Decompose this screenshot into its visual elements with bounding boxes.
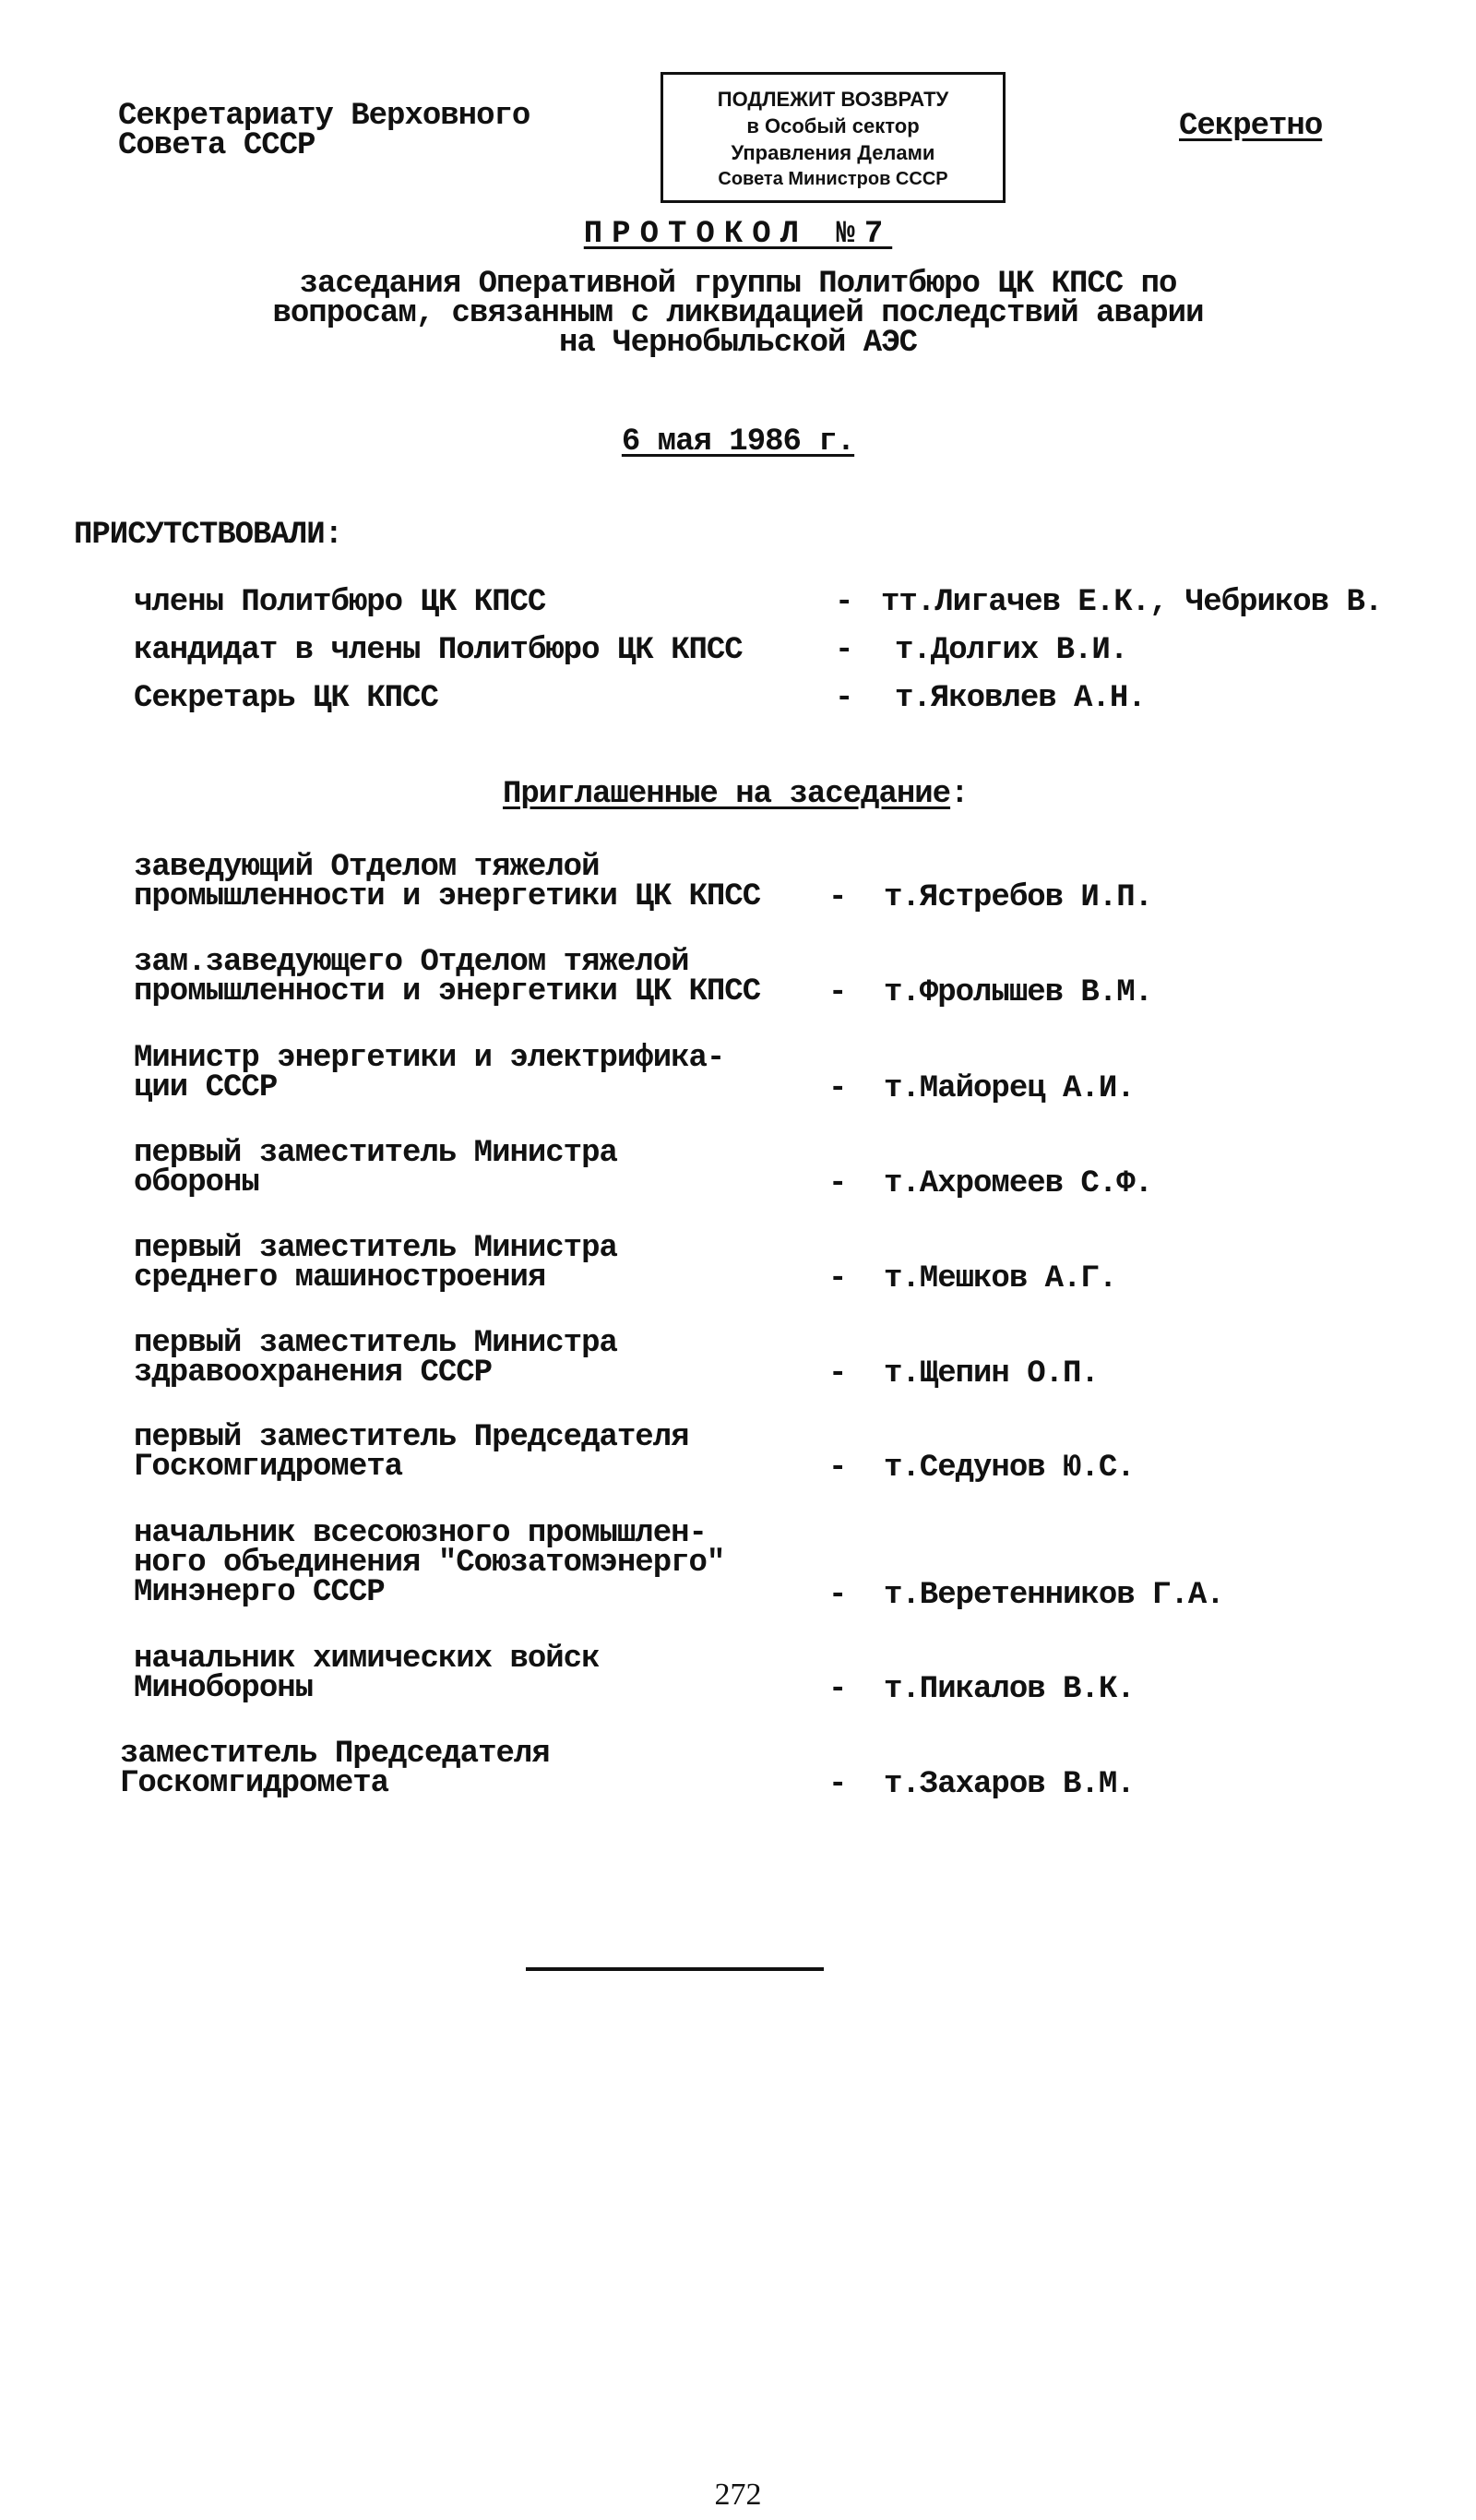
document-title-text: ПРОТОКОЛ №7 — [583, 217, 893, 252]
invited-name: т.Пикалов В.К. — [884, 1672, 1135, 1707]
invited-dash: - — [828, 1166, 847, 1201]
recipient-line: Совета СССР — [118, 128, 315, 163]
document-title — [0, 219, 1476, 250]
invited-dash: - — [828, 880, 847, 915]
invited-role-line: заместитель Председателя — [120, 1737, 550, 1772]
meeting-date-text: 6 мая 1986 г. — [621, 424, 855, 460]
invited-heading-colon: : — [950, 777, 969, 812]
present-role: члены Политбюро ЦК КПСС — [134, 585, 546, 620]
invited-role-line: первый заместитель Председателя — [134, 1420, 689, 1455]
invited-role-line: заведующий Отделом тяжелой — [134, 850, 600, 885]
present-role: Секретарь ЦК КПСС — [134, 681, 438, 716]
present-names: тт.Лигачев Е.К., Чебриков В. — [881, 585, 1383, 620]
invited-role-line: Минэнерго СССР — [134, 1575, 385, 1610]
invited-dash: - — [828, 1356, 847, 1391]
invited-role — [134, 1420, 689, 1485]
invited-name: т.Веретенников Г.А. — [884, 1578, 1224, 1613]
invited-role-line: промышленности и энергетики ЦК КПСС — [134, 974, 761, 1009]
meeting-date — [0, 426, 1476, 458]
present-names: т.Яковлев А.Н. — [895, 681, 1146, 716]
subtitle-line: вопросам, связанным с ликвидацией последствий аварии — [272, 296, 1204, 331]
subtitle-line: на Чернобыльской АЭС — [558, 326, 918, 361]
invited-dash: - — [828, 1672, 847, 1707]
stamp-line: Управления Делами — [731, 141, 935, 164]
invited-role-line: Министр энергетики и электрифика- — [134, 1041, 725, 1076]
invited-name: т.Захаров В.М. — [884, 1767, 1135, 1802]
invited-role-line: Минобороны — [134, 1671, 314, 1706]
invited-role-line: обороны — [134, 1165, 259, 1200]
invited-dash: - — [828, 1451, 847, 1486]
invited-heading-text: Приглашенные на заседание — [503, 777, 951, 812]
invited-role-line: первый заместитель Министра — [134, 1136, 617, 1171]
invited-role-line: первый заместитель Министра — [134, 1231, 617, 1266]
invited-role-line: среднего машиностроения — [134, 1260, 546, 1296]
classification-label: Секретно — [1179, 109, 1323, 144]
present-dash: - — [835, 585, 853, 620]
invited-role-line: первый заместитель Министра — [134, 1326, 617, 1361]
invited-dash: - — [828, 975, 847, 1010]
invited-dash: - — [828, 1578, 847, 1613]
invited-dash: - — [828, 1767, 847, 1802]
recipient-block — [118, 99, 598, 163]
present-role: кандидат в члены Политбюро ЦК КПСС — [134, 633, 743, 668]
invited-name: т.Мешков А.Г. — [884, 1261, 1117, 1296]
invited-heading — [503, 779, 969, 810]
invited-role-line: Госкомгидромета — [120, 1766, 389, 1801]
recipient-line: Секретариату Верховного — [118, 99, 530, 134]
stamp-line: в Особый сектор — [746, 114, 920, 137]
invited-name: т.Майорец А.И. — [884, 1071, 1135, 1106]
invited-role — [134, 1041, 725, 1105]
document-subtitle — [0, 267, 1476, 361]
invited-role-line: начальник всесоюзного промышлен- — [134, 1516, 707, 1551]
invited-role-line: ного объединения "Союзатомэнерго" — [134, 1546, 725, 1581]
invited-role-line: ции СССР — [134, 1070, 278, 1105]
invited-role — [134, 945, 761, 1009]
invited-role — [134, 1231, 617, 1296]
invited-role — [134, 1136, 617, 1200]
present-names: т.Долгих В.И. — [895, 633, 1128, 668]
stamp-line: Совета Министров СССР — [718, 169, 948, 189]
invited-role-line: Госкомгидромета — [134, 1450, 403, 1485]
invited-name: т.Ахромеев С.Ф. — [884, 1166, 1153, 1201]
invited-role — [134, 1642, 600, 1706]
present-heading: ПРИСУТСТВОВАЛИ: — [74, 518, 343, 553]
invited-name: т.Седунов Ю.С. — [884, 1451, 1135, 1486]
subtitle-line: заседания Оперативной группы Политбюро ЦК КПСС по — [299, 267, 1177, 302]
invited-dash: - — [828, 1261, 847, 1296]
invited-role — [134, 1516, 725, 1610]
invited-name: т.Ястребов И.П. — [884, 880, 1153, 915]
invited-role — [134, 850, 761, 914]
present-dash: - — [835, 633, 853, 668]
invited-role-line: начальник химических войск — [134, 1642, 600, 1677]
invited-role-line: промышленности и энергетики ЦК КПСС — [134, 879, 761, 914]
stamp-line: ПОДЛЕЖИТ ВОЗВРАТУ — [717, 88, 949, 111]
invited-role-line: зам.заведующего Отделом тяжелой — [134, 945, 689, 980]
invited-name: т.Щепин О.П. — [884, 1356, 1099, 1391]
page-number: 272 — [714, 2478, 762, 2512]
present-dash: - — [835, 681, 853, 716]
invited-role — [120, 1737, 550, 1801]
invited-dash: - — [828, 1071, 847, 1106]
return-stamp — [661, 72, 1006, 203]
invited-role-line: здравоохранения СССР — [134, 1356, 493, 1391]
invited-role — [134, 1326, 617, 1391]
closing-rule — [526, 1967, 824, 1971]
invited-name: т.Фролышев В.М. — [884, 975, 1153, 1010]
